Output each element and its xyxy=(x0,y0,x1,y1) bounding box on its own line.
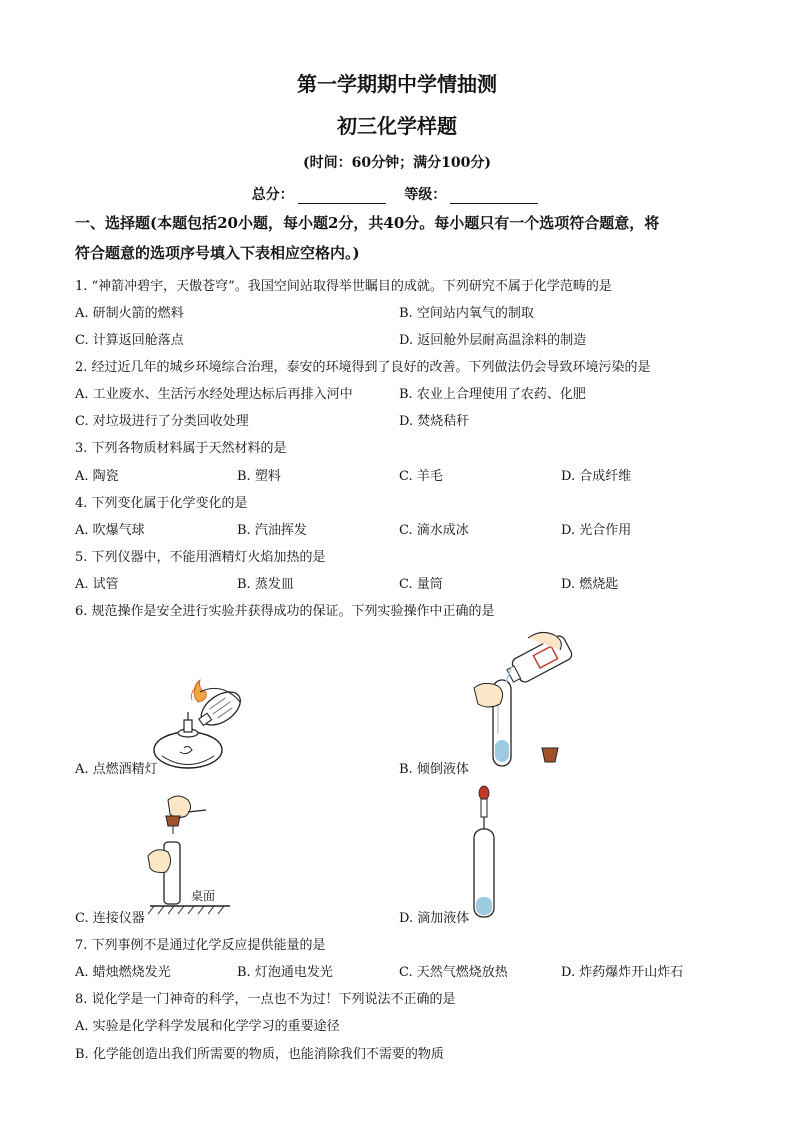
question-4-option-c: C. 滴水成冰 xyxy=(399,523,469,538)
question-1-option-a: A. 研制火箭的燃料 xyxy=(75,306,184,321)
question-4-stem: 4. 下列变化属于化学变化的是 xyxy=(75,496,248,511)
time-info: (时间：60分钟；满分100分) xyxy=(303,155,491,171)
question-6-option-a: A. 点燃酒精灯 xyxy=(75,762,158,777)
question-5-stem: 5. 下列仪器中，不能用酒精灯火焰加热的是 xyxy=(75,550,326,565)
question-6-stem: 6. 规范操作是安全进行实验并获得成功的保证。下列实验操作中正确的是 xyxy=(75,604,495,619)
question-7-option-b: B. 灯泡通电发光 xyxy=(237,965,333,980)
question-5-option-c: C. 量筒 xyxy=(399,577,443,592)
figure-dropper xyxy=(465,785,505,920)
question-2-option-b: B. 农业上合理使用了农药、化肥 xyxy=(399,387,586,402)
question-6-option-c: C. 连接仪器 xyxy=(75,911,145,926)
score-line xyxy=(0,184,794,204)
question-5-option-b: B. 蒸发皿 xyxy=(237,577,294,592)
question-5-option-a: A. 试管 xyxy=(75,577,119,592)
total-blank xyxy=(298,189,386,204)
question-8-stem: 8. 说化学是一门神奇的科学，一点也不为过！下列说法不正确的是 xyxy=(75,992,456,1007)
question-3-option-b: B. 塑料 xyxy=(237,469,281,484)
question-6-option-b: B. 倾倒液体 xyxy=(399,762,469,777)
question-3-stem: 3. 下列各物质材料属于天然材料的是 xyxy=(75,441,287,456)
figure-table-label: 桌面 xyxy=(191,889,216,903)
question-1-option-b: B. 空间站内氧气的制取 xyxy=(399,306,534,321)
total-label: 总分： xyxy=(251,187,294,203)
question-3-option-d: D. 合成纤维 xyxy=(561,469,632,484)
question-7-option-c: C. 天然气燃烧放热 xyxy=(399,965,508,980)
section-heading-line1: 一、选择题(本题包括20小题，每小题2分，共40分。每小题只有一个选项符合题意，将 xyxy=(75,214,660,232)
question-5-option-d: D. 燃烧匙 xyxy=(561,577,619,592)
question-6-option-d: D. 滴加液体 xyxy=(399,911,470,926)
question-8-option-a: A. 实验是化学科学发展和化学学习的重要途径 xyxy=(75,1019,340,1034)
grade-label: 等级： xyxy=(404,187,447,203)
question-1-stem: 1. “神箭冲碧宇，天傲苍穹”。我国空间站取得举世瞩目的成就。下列研究不属于化学范畴的是 xyxy=(75,279,612,294)
page-title: 第一学期期中学情抽测 xyxy=(297,72,497,96)
question-8-option-b: B. 化学能创造出我们所需要的物质，也能消除我们不需要的物质 xyxy=(75,1047,444,1062)
question-2-stem: 2. 经过近几年的城乡环境综合治理，泰安的环境得到了良好的改善。下列做法仍会导致环境污染的是 xyxy=(75,360,651,375)
figure-connecting-apparatus xyxy=(140,792,240,922)
question-3-option-a: A. 陶瓷 xyxy=(75,469,119,484)
question-3-option-c: C. 羊毛 xyxy=(399,469,443,484)
question-2-option-a: A. 工业废水、生活污水经处理达标后再排入河中 xyxy=(75,387,353,402)
question-4-option-b: B. 汽油挥发 xyxy=(237,523,307,538)
question-4-option-d: D. 光合作用 xyxy=(561,523,632,538)
question-7-option-a: A. 蜡烛燃烧发光 xyxy=(75,965,171,980)
question-2-option-c: C. 对垃圾进行了分类回收处理 xyxy=(75,414,249,429)
question-1-option-c: C. 计算返回舱落点 xyxy=(75,333,184,348)
figure-pouring-liquid xyxy=(468,630,578,770)
grade-blank xyxy=(450,189,538,204)
question-7-stem: 7. 下列事例不是通过化学反应提供能量的是 xyxy=(75,938,326,953)
question-2-option-d: D. 焚烧秸秆 xyxy=(399,414,470,429)
question-1-option-d: D. 返回舱外层耐高温涂料的制造 xyxy=(399,333,587,348)
section-heading-line2: 符合题意的选项序号填入下表相应空格内。) xyxy=(75,244,360,262)
question-7-option-d: D. 炸药爆炸开山炸石 xyxy=(561,965,684,980)
page-subtitle: 初三化学样题 xyxy=(337,114,457,138)
question-4-option-a: A. 吹爆气球 xyxy=(75,523,145,538)
